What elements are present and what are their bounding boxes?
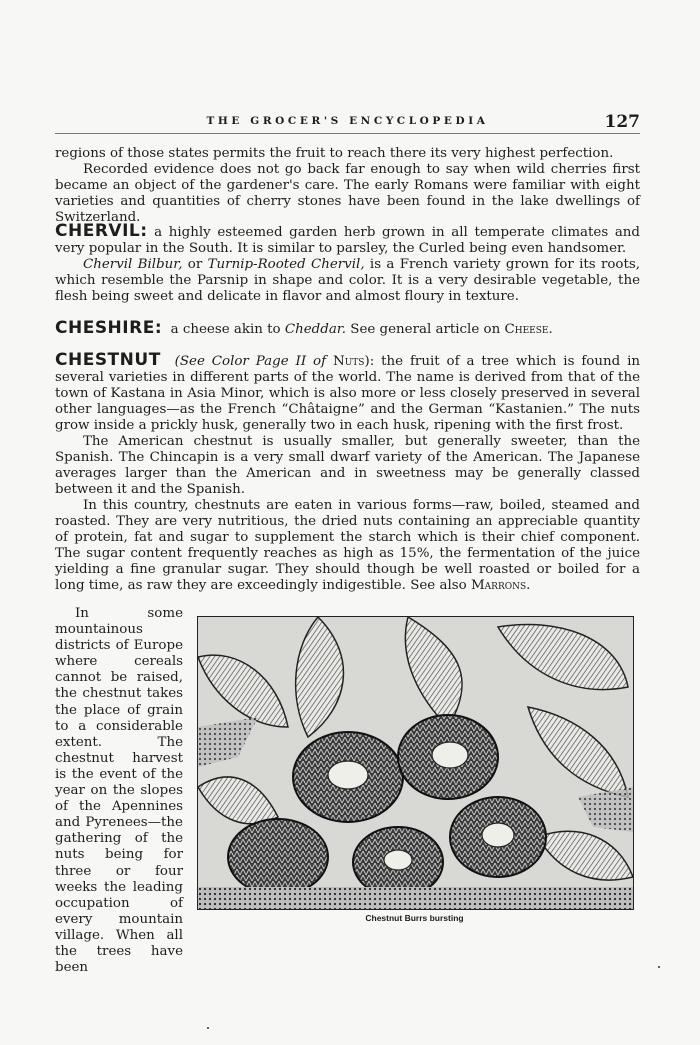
cherry-history-paragraph: Recorded evidence does not go back far enough to say when wild cherries first became an object of the gardener's care. The early Romans were familiar with eight varieties and quantities of cherry stones have been found in the lake dwellings of Switzerland. bbox=[55, 162, 640, 225]
running-title: THE GROCER'S ENCYCLOPEDIA bbox=[206, 115, 489, 127]
chestnut-paren-close: ) bbox=[364, 354, 370, 369]
chervil-or: or bbox=[187, 257, 203, 272]
chestnut-harvest-column bbox=[55, 606, 183, 976]
cheshire-entry bbox=[55, 320, 640, 338]
chestnut-varieties-paragraph: The American chestnut is usually smaller, but generally sweeter, than the Spanish. The Chincapin is a very small dwarf variety of the American. The Japanese averages larger than the American and in sweetness may be generally classed between it and the Spanish. bbox=[55, 434, 640, 497]
chestnut-nuts-ref: Nuts bbox=[332, 354, 365, 369]
print-speck bbox=[207, 1027, 209, 1029]
chervil-variety-2: Turnip-Rooted Chervil, bbox=[207, 257, 365, 272]
chervil-definition: a highly esteemed garden herb grown in all temperate climates and very popular in the South. It is similar to parsley, the Curled being even handsomer. bbox=[55, 225, 640, 256]
cherry-continuation bbox=[55, 146, 640, 226]
cherry-continuation-line: regions of those states permits the fruit to reach there its very highest perfection. bbox=[55, 146, 614, 161]
cheshire-def-pre: a cheese akin to bbox=[170, 322, 281, 337]
chestnut-see-also: See also bbox=[410, 578, 467, 593]
cheshire-term: CHESHIRE: bbox=[55, 318, 163, 338]
chestnut-burrs-drawing bbox=[198, 617, 633, 909]
chestnut-burrs-illustration bbox=[197, 616, 634, 910]
cheshire-cheese-ref: Cheese. bbox=[504, 322, 553, 337]
chervil-entry bbox=[55, 223, 640, 305]
cheshire-cheddar: Cheddar. bbox=[284, 322, 346, 337]
chestnut-marrons-ref: Marrons. bbox=[470, 578, 531, 593]
chestnut-definition: : the fruit of a tree which is found in several varieties in different parts of the world. The name is derived from that of the town of Kastana in Asia Minor, which is also more or less closely preserved in several other languages—as the French “Châtaigne” and the German “Kastanien.” The nuts grow inside a prickly husk, generally two in each husk, ripening with the first frost. bbox=[55, 354, 641, 433]
page-number: 127 bbox=[604, 112, 640, 132]
chestnut-uses-paragraph: In this country, chestnuts are eaten in various forms—raw, boiled, steamed and roasted. They are very nutritious, the dried nuts containing an appreciable quantity of protein, fat and sugar to supplement the starch which is their chief component. The sugar content frequently reaches as high as 15%, the fermentation of the juice yielding a fine granular sugar. They should though be well roasted or boiled for a long time, as raw they are exceedingly indigestible. bbox=[55, 498, 640, 593]
chestnut-term: CHESTNUT bbox=[55, 350, 161, 370]
figure-caption: Chestnut Burrs bursting bbox=[365, 913, 464, 923]
chestnut-harvest-paragraph: In some mountainous districts of Europe where cereals cannot be raised, the chestnut takes the place of grain to a considerable extent. The chestnut harvest is the event of the year on the slopes of the Apennines and Pyrenees—the gathering of the nuts being for three or four weeks the leading occupation of every mountain village. When all the trees have been bbox=[55, 606, 183, 976]
cheshire-def-post: See general article on bbox=[350, 322, 501, 337]
chestnut-entry bbox=[55, 352, 640, 594]
chervil-variety-text: is a French variety grown for its roots, which resemble the Parsnip in shape and color. It is a very desirable vegetable, the flesh being sweet and delicate in flavor and almost floury in texture. bbox=[55, 257, 640, 304]
print-speck bbox=[658, 966, 660, 968]
running-head bbox=[55, 113, 640, 134]
chervil-term: CHERVIL: bbox=[55, 221, 148, 241]
chestnut-color-page-ref: (See Color Page II of bbox=[174, 354, 327, 369]
chervil-variety-1: Chervil Bilbur, bbox=[83, 257, 183, 272]
